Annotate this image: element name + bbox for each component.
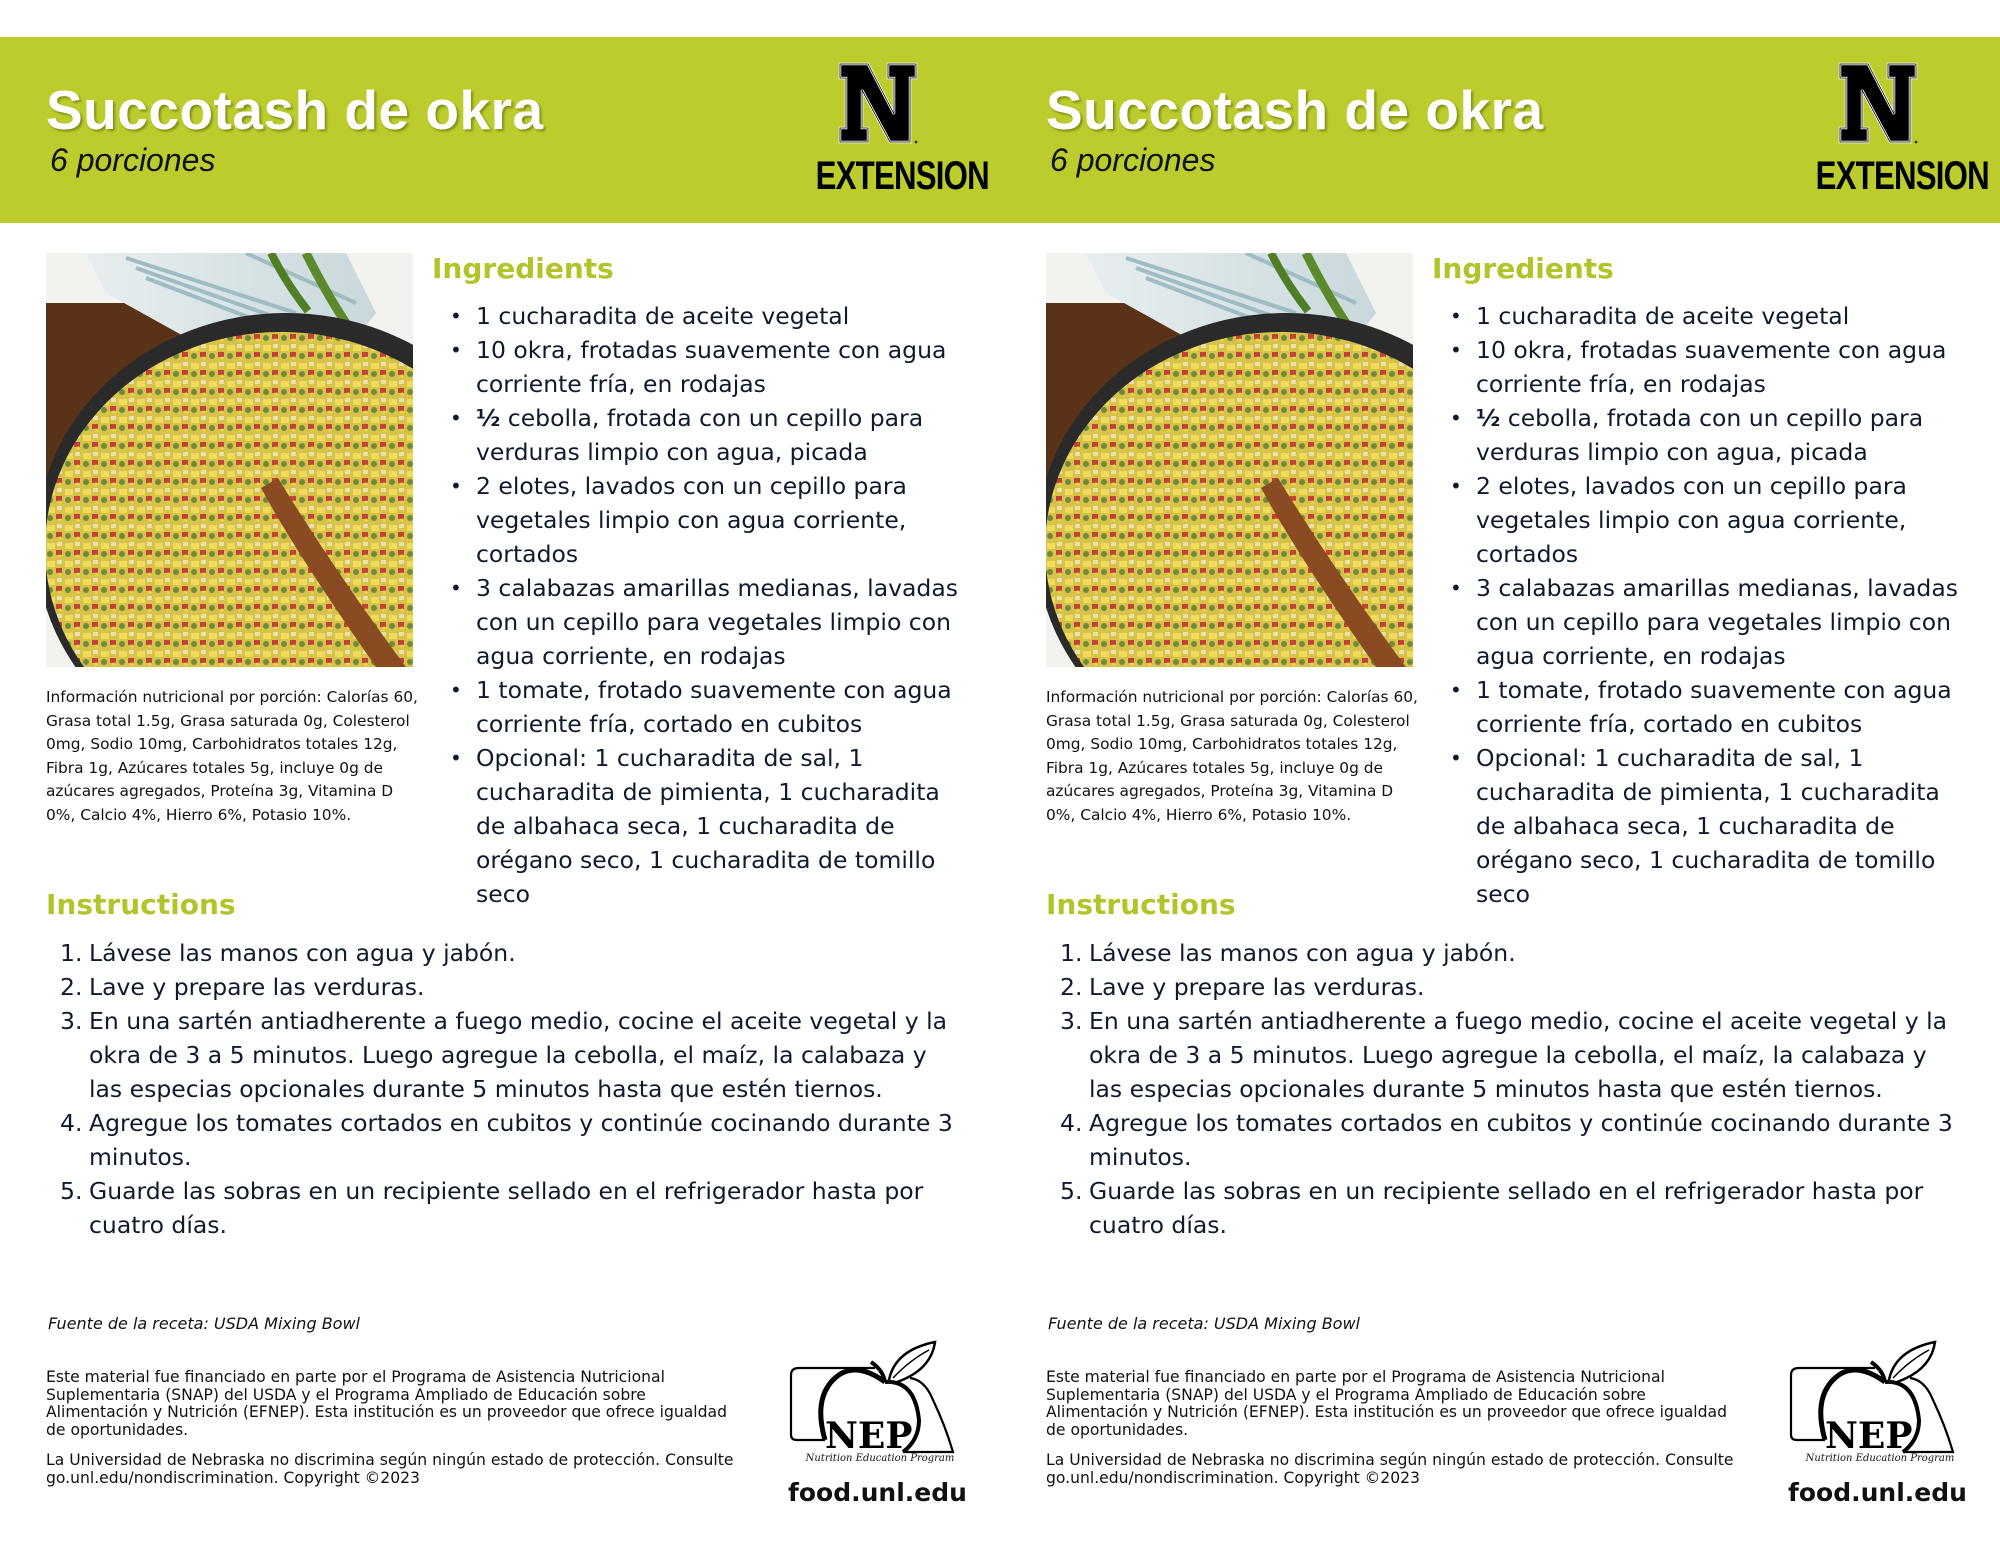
instructions-heading: Instructions bbox=[1046, 888, 1236, 921]
ingredient-text: 2 elotes, lavados con un cepillo para vegetales limpio con agua corriente, cortados bbox=[476, 472, 907, 568]
ingredients-heading: Ingredients bbox=[1432, 252, 1614, 285]
ingredient-item bbox=[1450, 401, 1970, 469]
ingredient-item bbox=[1450, 741, 1970, 911]
ingredient-text: 3 calabazas amarillas medianas, lavadas con un cepillo para vegetales limpio con agua corriente, en rodajas bbox=[476, 574, 958, 670]
ingredient-item bbox=[450, 673, 970, 741]
step-number: 2. bbox=[1060, 973, 1083, 1001]
website-link[interactable]: food.unl.edu bbox=[788, 1478, 967, 1507]
step-number: 3. bbox=[1060, 1007, 1083, 1035]
ingredient-fraction: ½ bbox=[1476, 404, 1501, 432]
ingredient-item bbox=[1450, 333, 1970, 401]
step-text: Guarde las sobras en un recipiente sellado en el refrigerador hasta por cuatro días. bbox=[89, 1177, 924, 1239]
ingredient-text: 10 okra, frotadas suavemente con agua corriente fría, en rodajas bbox=[1476, 336, 1947, 398]
servings-count: 6 porciones bbox=[1050, 142, 1216, 178]
ingredient-text: 1 tomate, frotado suavemente con agua corriente fría, cortado en cubitos bbox=[476, 676, 952, 738]
step-number: 2. bbox=[60, 973, 83, 1001]
ingredient-item bbox=[450, 571, 970, 673]
step-text: En una sartén antiadherente a fuego medio, cocine el aceite vegetal y la okra de 3 a 5 minutos. Luego agregue la cebolla, el maíz, la calabaza y las especias opcionales durante 5 minutos hasta que estén tiernos. bbox=[1089, 1007, 1948, 1103]
recipe-source: Fuente de la receta: USDA Mixing Bowl bbox=[1048, 1314, 1360, 1333]
step-number: 4. bbox=[60, 1109, 83, 1137]
ingredient-item bbox=[450, 333, 970, 401]
instruction-step bbox=[1060, 1174, 1960, 1242]
svg-text:NEP: NEP bbox=[1825, 1415, 1913, 1457]
step-number: 5. bbox=[60, 1177, 83, 1205]
ingredient-item bbox=[450, 469, 970, 571]
extension-wordmark: EXTENSION bbox=[1815, 154, 1989, 198]
nep-subtitle: Nutrition Education Program bbox=[1805, 1453, 1955, 1464]
instructions-list bbox=[60, 936, 960, 1242]
ingredient-text: 1 cucharadita de aceite vegetal bbox=[476, 302, 850, 330]
step-number: 1. bbox=[60, 939, 83, 967]
instructions-heading: Instructions bbox=[46, 888, 236, 921]
step-text: Lave y prepare las verduras. bbox=[89, 973, 425, 1001]
recipe-photo bbox=[1046, 253, 1413, 667]
instruction-step bbox=[60, 936, 960, 970]
nebraska-n-icon bbox=[838, 62, 918, 144]
ingredient-text: 1 cucharadita de aceite vegetal bbox=[1476, 302, 1850, 330]
ingredient-item bbox=[450, 299, 970, 333]
nebraska-n-icon bbox=[1838, 62, 1918, 144]
ingredient-item bbox=[1450, 673, 1970, 741]
ingredients-list bbox=[1450, 299, 1970, 911]
ingredient-text: 2 elotes, lavados con un cepillo para vegetales limpio con agua corriente, cortados bbox=[1476, 472, 1907, 568]
instruction-step bbox=[60, 1174, 960, 1242]
svg-text:NEP: NEP bbox=[825, 1415, 913, 1457]
step-text: Lave y prepare las verduras. bbox=[1089, 973, 1425, 1001]
succotash-skillet-image bbox=[46, 253, 413, 667]
recipe-photo bbox=[46, 253, 413, 667]
funding-statement: Este material fue financiado en parte por el Programa de Asistencia Nutricional Suplementaria (SNAP) del USDA y el Programa Ampliado de Educación sobre Alimentación y Nutrición (EFNEP). Esta institución es un proveedor que ofrece igualdad de oportunidades. bbox=[1046, 1368, 1727, 1439]
ingredients-heading: Ingredients bbox=[432, 252, 614, 285]
step-text: Guarde las sobras en un recipiente sellado en el refrigerador hasta por cuatro días. bbox=[1089, 1177, 1924, 1239]
ingredient-text: cebolla, frotada con un cepillo para verduras limpio con agua, picada bbox=[1476, 404, 1924, 466]
succotash-skillet-image bbox=[1046, 253, 1413, 667]
step-text: Agregue los tomates cortados en cubitos y continúe cocinando durante 3 minutos. bbox=[89, 1109, 953, 1171]
recipe-title: Succotash de okra bbox=[46, 79, 544, 141]
instruction-step bbox=[60, 1106, 960, 1174]
nondiscrimination-statement: La Universidad de Nebraska no discrimina según ningún estado de protección. Consulte go.unl.edu/nondiscrimination. Copyright ©2023 bbox=[46, 1451, 734, 1487]
ingredient-text: cebolla, frotada con un cepillo para verduras limpio con agua, picada bbox=[476, 404, 924, 466]
website-link[interactable]: food.unl.edu bbox=[1788, 1478, 1967, 1507]
extension-logo bbox=[798, 62, 989, 202]
recipe-title: Succotash de okra bbox=[1046, 79, 1544, 141]
servings-count: 6 porciones bbox=[50, 142, 216, 178]
step-text: Agregue los tomates cortados en cubitos y continúe cocinando durante 3 minutos. bbox=[1089, 1109, 1953, 1171]
ingredient-text: Opcional: 1 cucharadita de sal, 1 cucharadita de pimienta, 1 cucharadita de albahaca seca, 1 cucharadita de orégano seco, 1 cucharadita de tomillo seco bbox=[1476, 744, 1940, 908]
funding-statement: Este material fue financiado en parte por el Programa de Asistencia Nutricional Suplementaria (SNAP) del USDA y el Programa Ampliado de Educación sobre Alimentación y Nutrición (EFNEP). Esta institución es un proveedor que ofrece igualdad de oportunidades. bbox=[46, 1368, 727, 1439]
nutrition-info: Información nutricional por porción: Calorías 60, Grasa total 1.5g, Grasa saturada 0g, Colesterol 0mg, Sodio 10mg, Carbohidratos totales 12g, Fibra 1g, Azúcares totales 5g, incluye 0g de azúcares agregados, Proteína 3g, Vitamina D 0%, Calcio 4%, Hierro 6%, Potasio 10%. bbox=[46, 688, 418, 824]
ingredient-item bbox=[450, 401, 970, 469]
nondiscrimination-statement: La Universidad de Nebraska no discrimina según ningún estado de protección. Consulte go.unl.edu/nondiscrimination. Copyright ©2023 bbox=[1046, 1451, 1734, 1487]
ingredient-item bbox=[450, 741, 970, 911]
step-text: Lávese las manos con agua y jabón. bbox=[1089, 939, 1516, 967]
step-number: 4. bbox=[1060, 1109, 1083, 1137]
recipe-source: Fuente de la receta: USDA Mixing Bowl bbox=[48, 1314, 360, 1333]
step-number: 1. bbox=[1060, 939, 1083, 967]
ingredient-item bbox=[1450, 571, 1970, 673]
instruction-step bbox=[60, 1004, 960, 1106]
instruction-step bbox=[60, 970, 960, 1004]
nep-subtitle: Nutrition Education Program bbox=[805, 1453, 955, 1464]
ingredient-fraction: ½ bbox=[476, 404, 501, 432]
instruction-step bbox=[1060, 1004, 1960, 1106]
instructions-list bbox=[1060, 936, 1960, 1242]
ingredient-text: 3 calabazas amarillas medianas, lavadas con un cepillo para vegetales limpio con agua corriente, en rodajas bbox=[1476, 574, 1958, 670]
instruction-step bbox=[1060, 970, 1960, 1004]
instruction-step bbox=[1060, 1106, 1960, 1174]
nutrition-info: Información nutricional por porción: Calorías 60, Grasa total 1.5g, Grasa saturada 0g, Colesterol 0mg, Sodio 10mg, Carbohidratos totales 12g, Fibra 1g, Azúcares totales 5g, incluye 0g de azúcares agregados, Proteína 3g, Vitamina D 0%, Calcio 4%, Hierro 6%, Potasio 10%. bbox=[1046, 688, 1418, 824]
step-text: Lávese las manos con agua y jabón. bbox=[89, 939, 516, 967]
ingredient-item bbox=[1450, 469, 1970, 571]
extension-wordmark: EXTENSION bbox=[815, 154, 989, 198]
instruction-step bbox=[1060, 936, 1960, 970]
step-number: 3. bbox=[60, 1007, 83, 1035]
ingredients-list bbox=[450, 299, 970, 911]
ingredient-text: 1 tomate, frotado suavemente con agua corriente fría, cortado en cubitos bbox=[1476, 676, 1952, 738]
step-text: En una sartén antiadherente a fuego medio, cocine el aceite vegetal y la okra de 3 a 5 minutos. Luego agregue la cebolla, el maíz, la calabaza y las especias opcionales durante 5 minutos hasta que estén tiernos. bbox=[89, 1007, 948, 1103]
recipe-card-right bbox=[1000, 0, 2000, 1545]
step-number: 5. bbox=[1060, 1177, 1083, 1205]
extension-logo bbox=[1798, 62, 1989, 202]
ingredient-item bbox=[1450, 299, 1970, 333]
ingredient-text: 10 okra, frotadas suavemente con agua corriente fría, en rodajas bbox=[476, 336, 947, 398]
ingredient-text: Opcional: 1 cucharadita de sal, 1 cucharadita de pimienta, 1 cucharadita de albahaca seca, 1 cucharadita de orégano seco, 1 cucharadita de tomillo seco bbox=[476, 744, 940, 908]
